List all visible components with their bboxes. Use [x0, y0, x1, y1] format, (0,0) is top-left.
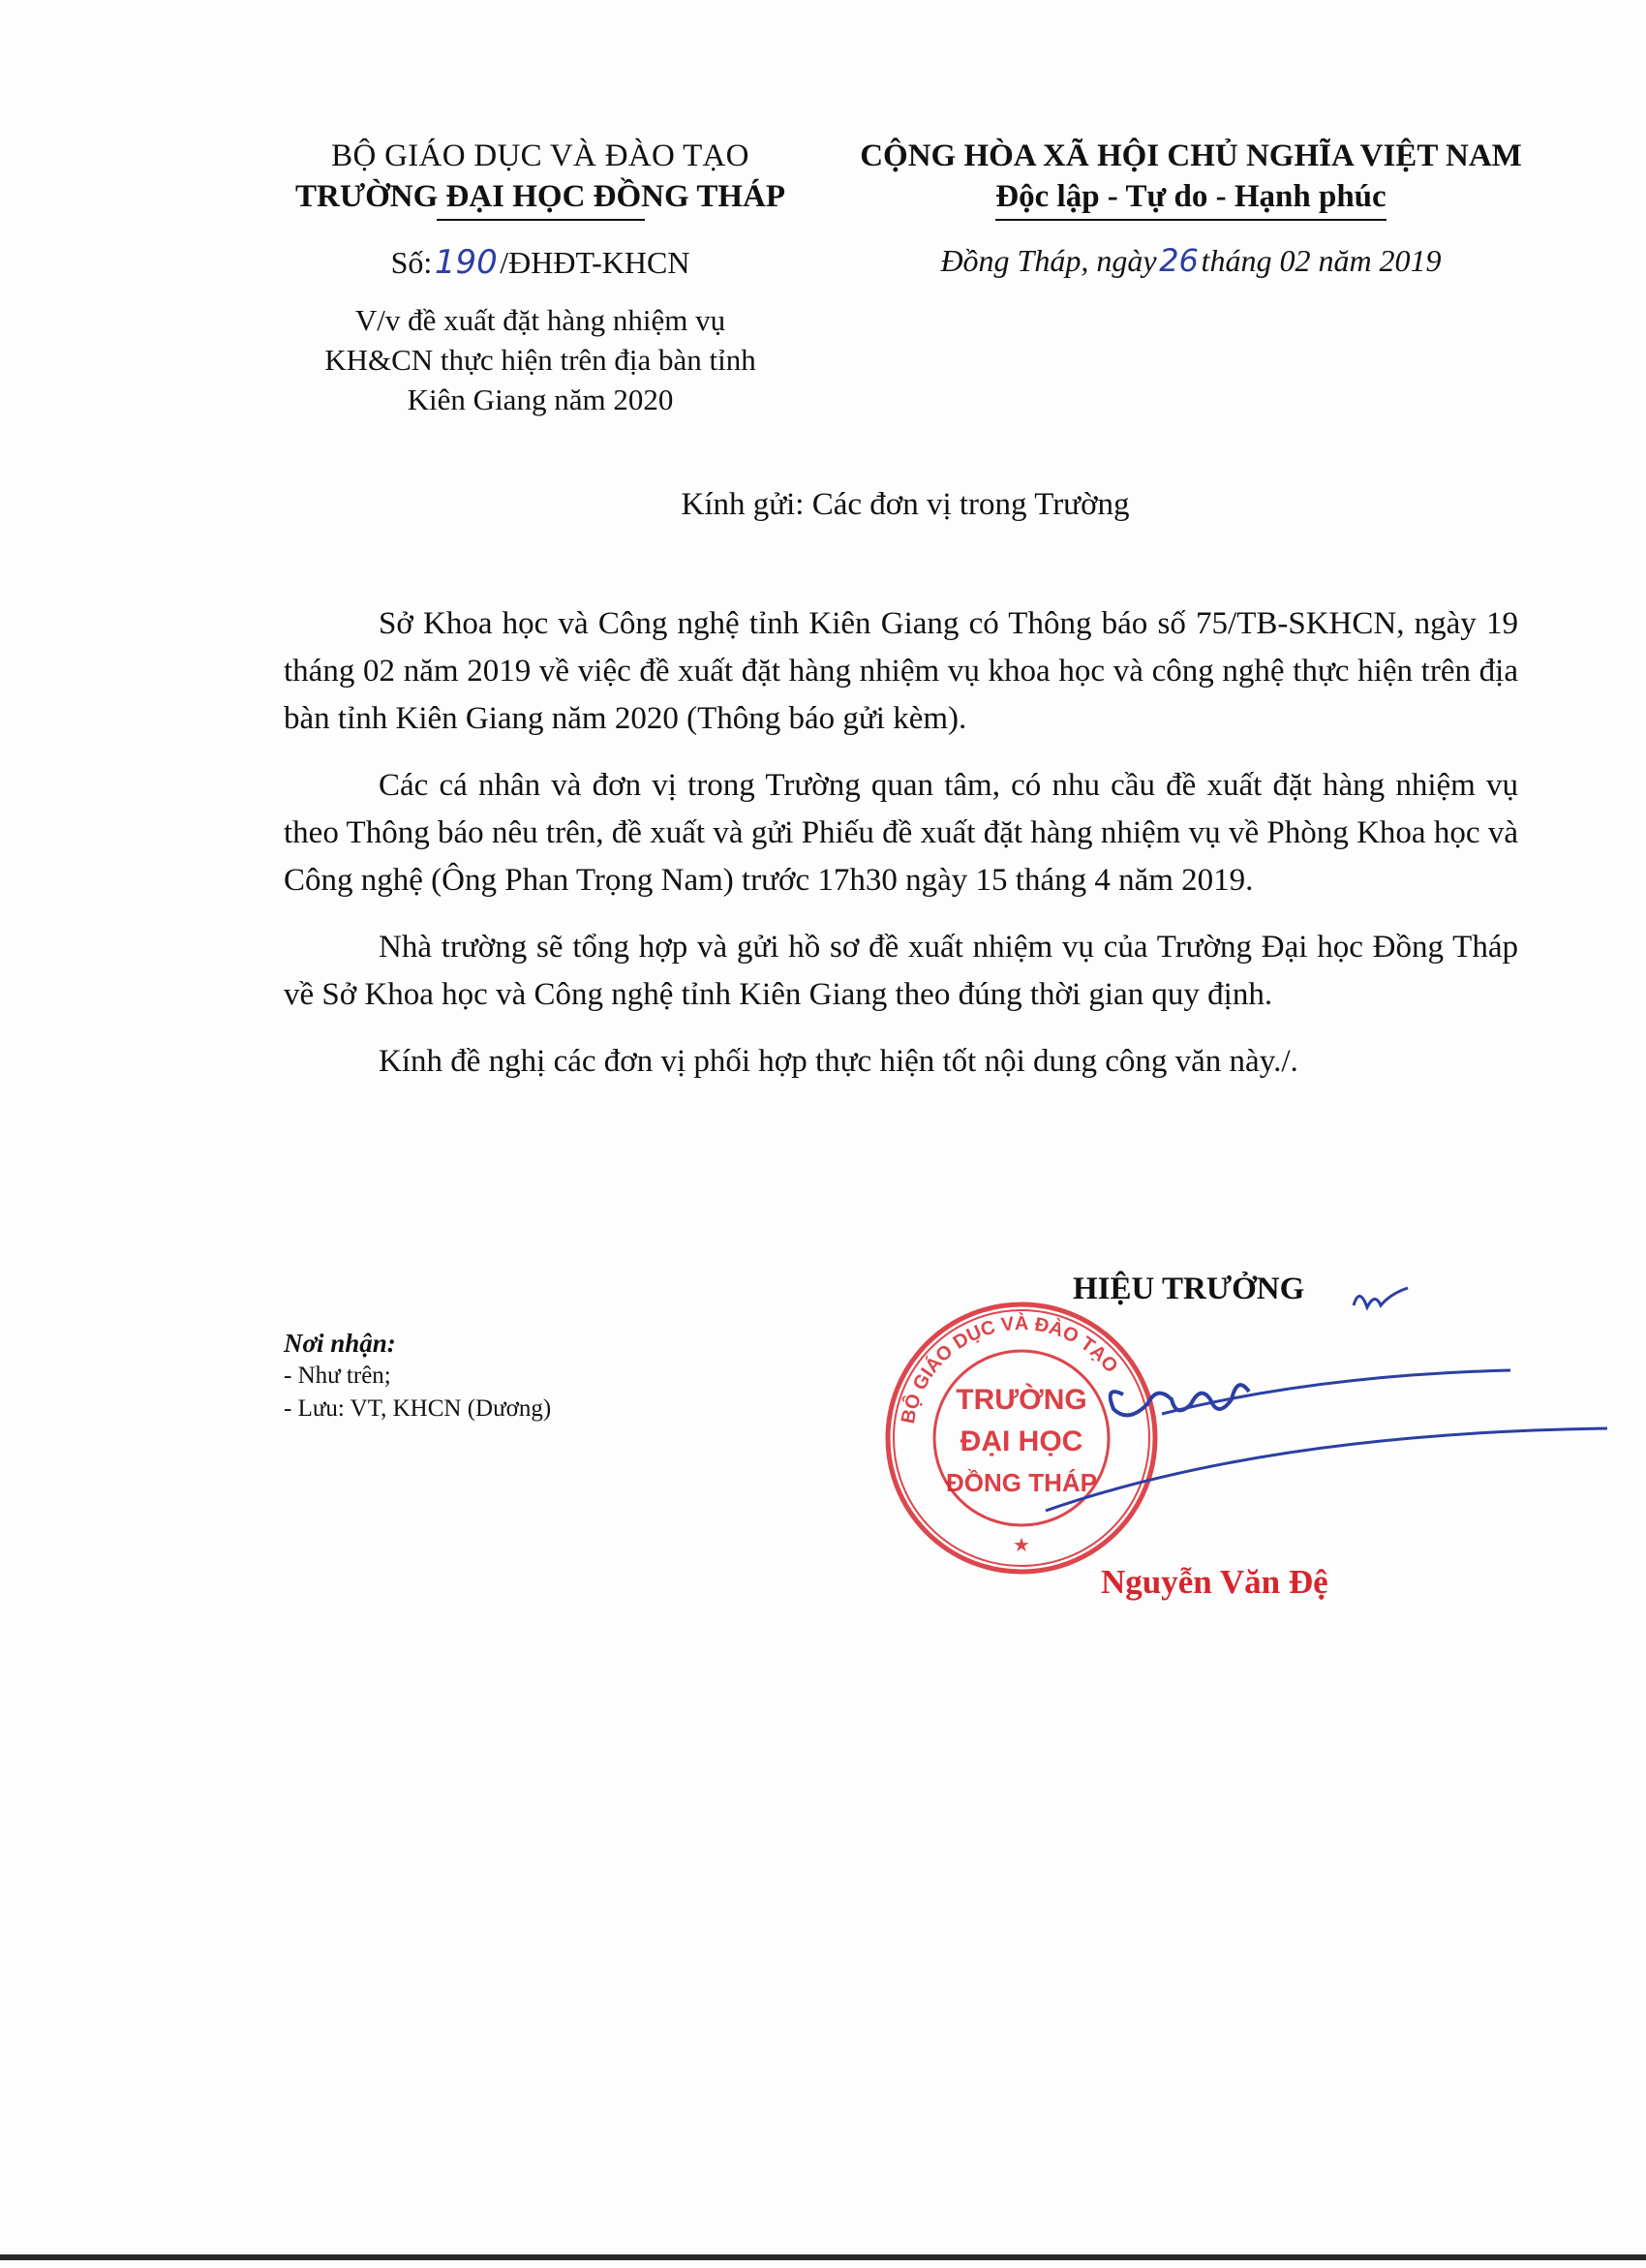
- date-prefix: Đồng Tháp, ngày: [940, 243, 1157, 278]
- date-day-handwritten: 26: [1159, 242, 1199, 279]
- body-paragraph: Kính đề nghị các đơn vị phối hợp thực hiện tốt nội dung công văn này./.: [379, 1044, 1298, 1079]
- recipient-line: Kính gửi: Các đơn vị trong Trường: [681, 487, 1130, 522]
- signer-name: Nguyễn Văn Đệ: [1101, 1563, 1328, 1601]
- stamp-outer-textpath: BỘ GIÁO DỤC VÀ ĐÀO TẠO: [897, 1312, 1122, 1425]
- national-motto: Độc lập - Tự do - Hạnh phúc: [995, 176, 1386, 221]
- recipients-list: [284, 1327, 865, 1425]
- republic-name: CỘNG HÒA XÃ HỘI CHỦ NGHĨA VIỆT NAM: [860, 138, 1522, 173]
- recipients-item: - Lưu: VT, KHCN (Dương): [284, 1395, 552, 1422]
- recipients-item: - Như trên;: [284, 1363, 391, 1389]
- body-text: [284, 600, 1518, 1105]
- date-line: [842, 240, 1539, 281]
- ministry-name: BỘ GIÁO DỤC VÀ ĐÀO TẠO: [331, 138, 749, 173]
- body-paragraph: Sở Khoa học và Công nghệ tỉnh Kiên Giang có Thông báo số 75/TB-SKHCN, ngày 19 tháng 02 năm 2019 về việc đề xuất đặt hàng nhiệm vụ khoa học và công nghệ thực hiện trên địa bàn tỉnh Kiên Giang năm 2020 (Thông báo gửi kèm).: [284, 606, 1518, 736]
- page-edge-shadow: [0, 2254, 1646, 2260]
- signature-title: HIỆU TRƯỞNG: [1073, 1272, 1305, 1306]
- stamp-line: ĐẠI HỌC: [960, 1425, 1083, 1457]
- document-number: [259, 242, 821, 283]
- document-number-prefix: Số:: [390, 245, 433, 280]
- school-underline: [437, 219, 645, 221]
- subject-line: Kiên Giang năm 2020: [407, 383, 674, 416]
- stamp-star-icon: ★: [1013, 1535, 1030, 1556]
- body-paragraph: Nhà trường sẽ tổng hợp và gửi hồ sơ đề xuất nhiệm vụ của Trường Đại học Đồng Tháp về Sở Khoa học và Công nghệ tỉnh Kiên Giang theo đúng thời gian quy định.: [284, 930, 1518, 1012]
- header-right: [842, 136, 1539, 281]
- date-suffix: tháng 02 năm 2019: [1201, 243, 1442, 278]
- stamp-line: ĐỒNG THÁP: [946, 1468, 1097, 1497]
- document-number-handwritten: 190: [434, 243, 498, 282]
- body-paragraph: Các cá nhân và đơn vị trong Trường quan tâm, có nhu cầu đề xuất đặt hàng nhiệm vụ theo Thông báo nêu trên, đề xuất và gửi Phiếu đề xuất đặt hàng nhiệm vụ về Phòng Khoa học và Công nghệ (Ông Phan Trọng Nam) trước 17h30 ngày 15 tháng 4 năm 2019.: [284, 768, 1518, 898]
- subject-line: V/v đề xuất đặt hàng nhiệm vụ: [354, 303, 726, 337]
- stamp-line: TRƯỜNG: [956, 1384, 1087, 1416]
- subject-block: [259, 300, 821, 419]
- subject-line: KH&CN thực hiện trên địa bàn tỉnh: [324, 343, 756, 377]
- school-name: TRƯỜNG ĐẠI HỌC ĐỒNG THÁP: [294, 179, 786, 214]
- document-number-suffix: /ĐHĐT-KHCN: [500, 245, 690, 280]
- header-left: [259, 136, 821, 419]
- recipients-heading: Nơi nhận:: [284, 1329, 396, 1358]
- handwritten-signature: [1026, 1269, 1607, 1549]
